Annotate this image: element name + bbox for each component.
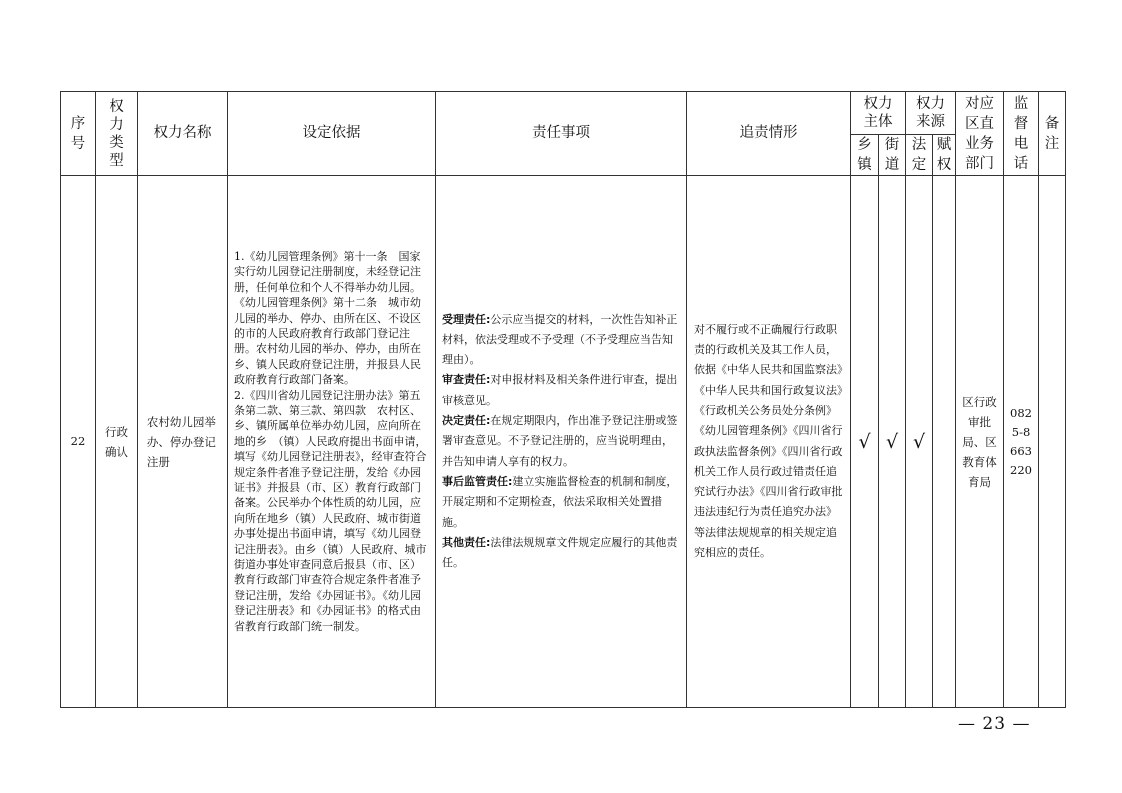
header-phone: 监督电话 bbox=[1004, 92, 1039, 176]
duty-item bbox=[442, 472, 681, 533]
row-legal-check: √ bbox=[906, 176, 933, 708]
header-accountability: 追责情形 bbox=[687, 92, 851, 176]
header-type: 权力类型 bbox=[96, 92, 138, 176]
row-street-check: √ bbox=[879, 176, 906, 708]
row-granted-check bbox=[933, 176, 956, 708]
row-duty bbox=[436, 176, 687, 708]
header-basis: 设定依据 bbox=[228, 92, 436, 176]
row-phone: 0825-8663220 bbox=[1004, 176, 1039, 708]
duty-item bbox=[442, 411, 681, 472]
duty-item bbox=[442, 310, 681, 371]
duty-text: 在规定期限内，作出准予登记注册或签署审查意见。不予登记注册的，应当说明理由，并告知申请人享有的权力。 bbox=[442, 414, 678, 468]
basis-paragraph: 《幼儿园管理条例》第十二条 城市幼儿园的举办、停办、由所在区、不设区的市的人民政府教育行政部门登记注册。农村幼儿园的举办、停办，由所在乡、镇人民政府登记注册，并报县人民政府教育行政部门备案。 bbox=[234, 296, 421, 387]
header-dept: 对应区直业务部门 bbox=[956, 92, 1004, 176]
duty-item bbox=[442, 533, 681, 574]
duty-text: 对申报材料及相关条件进行审查，提出审核意见。 bbox=[442, 373, 678, 407]
header-source-granted: 赋权 bbox=[933, 135, 956, 176]
header-subject-street: 街道 bbox=[879, 135, 906, 176]
row-basis bbox=[228, 176, 436, 708]
duty-text: 公示应当提交的材料，一次性告知补正材料，依法受理或不予受理（不予受理应当告知理由）。 bbox=[442, 312, 678, 367]
duty-label: 其他责任: bbox=[442, 535, 491, 549]
header-seq: 序号 bbox=[61, 92, 96, 176]
header-source: 权力来源 bbox=[906, 92, 956, 135]
row-dept: 区行政审批局、区教育体育局 bbox=[956, 176, 1004, 708]
row-town-check: √ bbox=[851, 176, 879, 708]
row-accountability: 对不履行或不正确履行行政职责的行政机关及其工作人员，依据《中华人民共和国监察法》《中华人民共和国行政复议法》《行政机关公务员处分条例》《幼儿园管理条例》《四川省行政执法监督条例》《四川省行政机关工作人员行政过错责任追究试行办法》《四川省行政审批违法违纪行为责任追究办法》等法律法规规章的相关规定追究相应的责任。 bbox=[687, 176, 851, 708]
row-type: 行政确认 bbox=[96, 176, 138, 708]
basis-paragraph: 1.《幼儿园管理条例》第十一条 国家实行幼儿园登记注册制度，未经登记注册，任何单位和个人不得举办幼儿园。 bbox=[234, 249, 421, 294]
duty-text: 建立实施监督检查的机制和制度，开展定期和不定期检查，依法采取相关处置措施。 bbox=[442, 474, 678, 529]
duty-text: 法律法规规章文件规定应履行的其他责任。 bbox=[442, 535, 678, 570]
duty-label: 受理责任: bbox=[442, 312, 491, 326]
header-row-top bbox=[61, 92, 1066, 135]
duty-item bbox=[442, 370, 681, 411]
header-name: 权力名称 bbox=[138, 92, 228, 176]
header-subject: 权力主体 bbox=[851, 92, 906, 135]
table-row bbox=[61, 176, 1066, 708]
row-remarks bbox=[1039, 176, 1066, 708]
basis-paragraph: 2.《四川省幼儿园登记注册办法》第五条第二款、第三款、第四款 农村区、乡、镇所属单位举办幼儿园，应向所在地的乡 （镇）人民政府提出书面申请，填写《幼儿园登记注册表》，经审查符合规定条件者准予登记注册，发给《办园证书》并报县（市、区）教育行政部门备案。公民举办个体性质的幼儿园，应向所在地乡（镇）人民政府、城市街道办事处提出书面申请，填写《幼儿园登记注册表》。由乡（镇）人民政府、城市街道办事处审查同意后报县（市、区）教育行政部门审查符合规定条件者准予登记注册，发给《办园证书》。《幼儿园登记注册表》和《办园证书》的格式由省教育行政部门统一制发。 bbox=[234, 388, 427, 633]
header-source-legal: 法定 bbox=[906, 135, 933, 176]
duty-label: 决定责任: bbox=[442, 414, 491, 428]
power-list-table bbox=[60, 91, 1066, 708]
duty-label: 事后监管责任: bbox=[442, 474, 513, 488]
header-duty: 责任事项 bbox=[436, 92, 687, 176]
header-subject-town: 乡镇 bbox=[851, 135, 879, 176]
row-name: 农村幼儿园举办、停办登记注册 bbox=[138, 176, 228, 708]
duty-label: 审查责任: bbox=[442, 373, 491, 387]
page-number: — 23 — bbox=[958, 714, 1031, 734]
row-seq: 22 bbox=[61, 176, 96, 708]
header-remarks: 备注 bbox=[1039, 92, 1066, 176]
